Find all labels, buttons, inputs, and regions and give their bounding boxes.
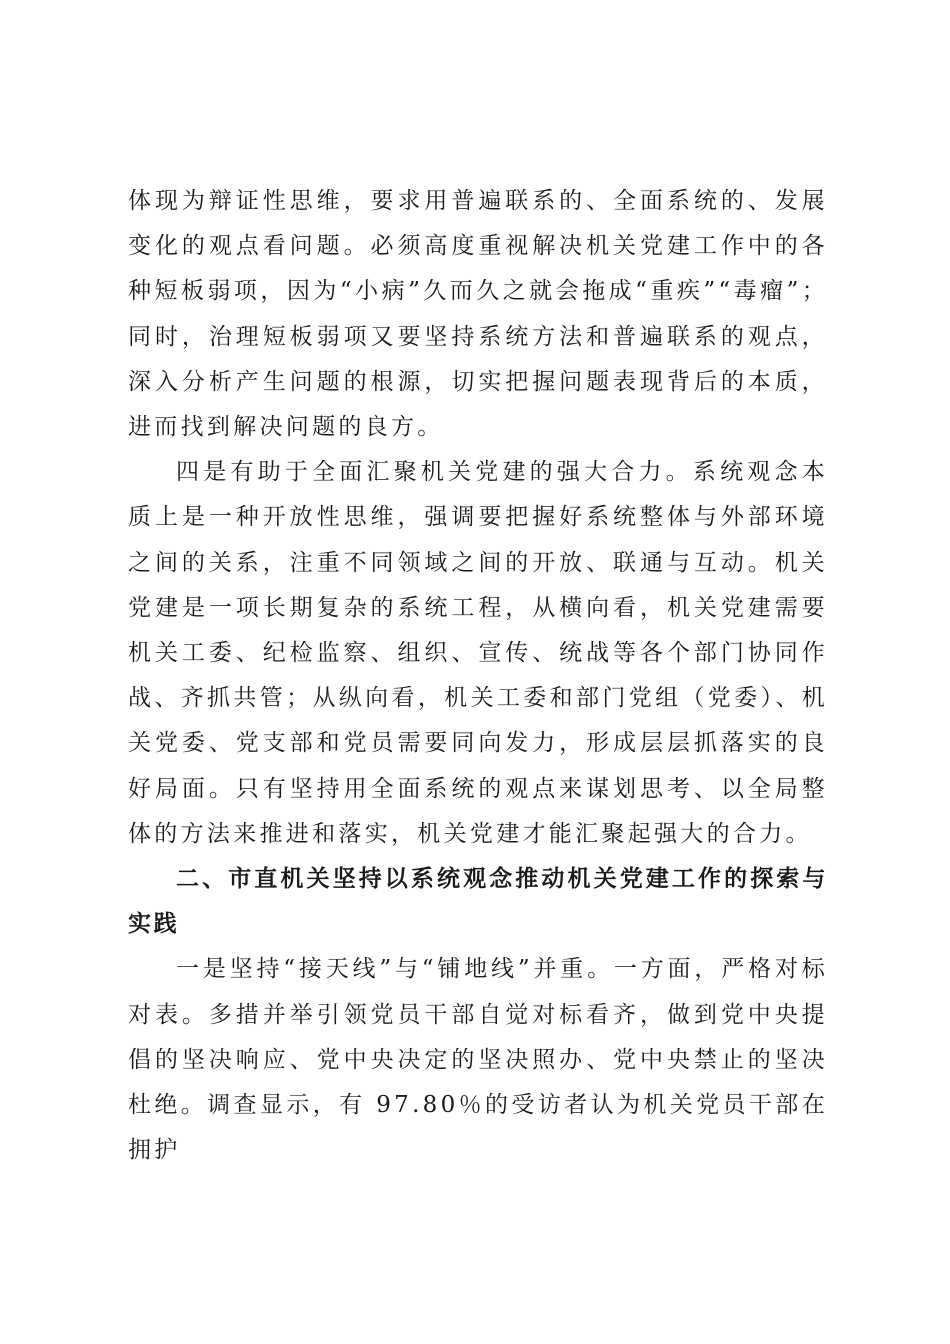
body-paragraph-1: 体现为辩证性思维，要求用普遍联系的、全面系统的、发展变化的观点看问题。必须高度重视解决机关党建工作中的各种短板弱项，因为“小病”久而久之就会拖成“重疾”“毒瘤”；同时，治理短板弱项又要坚持系统方法和普遍联系的观点，深入分析产生问题的根源，切实把握问题表现背后的本质，进而找到解决问题的良方。 (128, 188, 828, 441)
body-paragraph-3: 一是坚持“接天线”与“铺地线”并重。一方面，严格对标对表。多措并举引领党员干部自觉对标看齐，做到党中央提倡的坚决响应、党中央决定的坚决照办、党中央禁止的坚决杜绝。调查显示，有 97.80％的受访者认为机关党员干部在拥护 (128, 956, 828, 1164)
document-body (128, 179, 828, 1173)
body-paragraph-2: 四是有助于全面汇聚机关党建的强大合力。系统观念本质上是一种开放性思维，强调要把握好系统整体与外部环境之间的关系，注重不同领域之间的开放、联通与互动。机关党建是一项长期复杂的系统工程，从横向看，机关党建需要机关工委、纪检监察、组织、宣传、统战等各个部门协同作战、齐抓共管；从纵向看，机关工委和部门党组（党委）、机关党委、党支部和党员需要同向发力，形成层层抓落实的良好局面。只有坚持用全面系统的观点来谋划思考、以全局整体的方法来推进和落实，机关党建才能汇聚起强大的合力。 (128, 459, 828, 847)
section-heading: 二、市直机关坚持以系统观念推动机关党建工作的探索与实践 (128, 866, 828, 938)
